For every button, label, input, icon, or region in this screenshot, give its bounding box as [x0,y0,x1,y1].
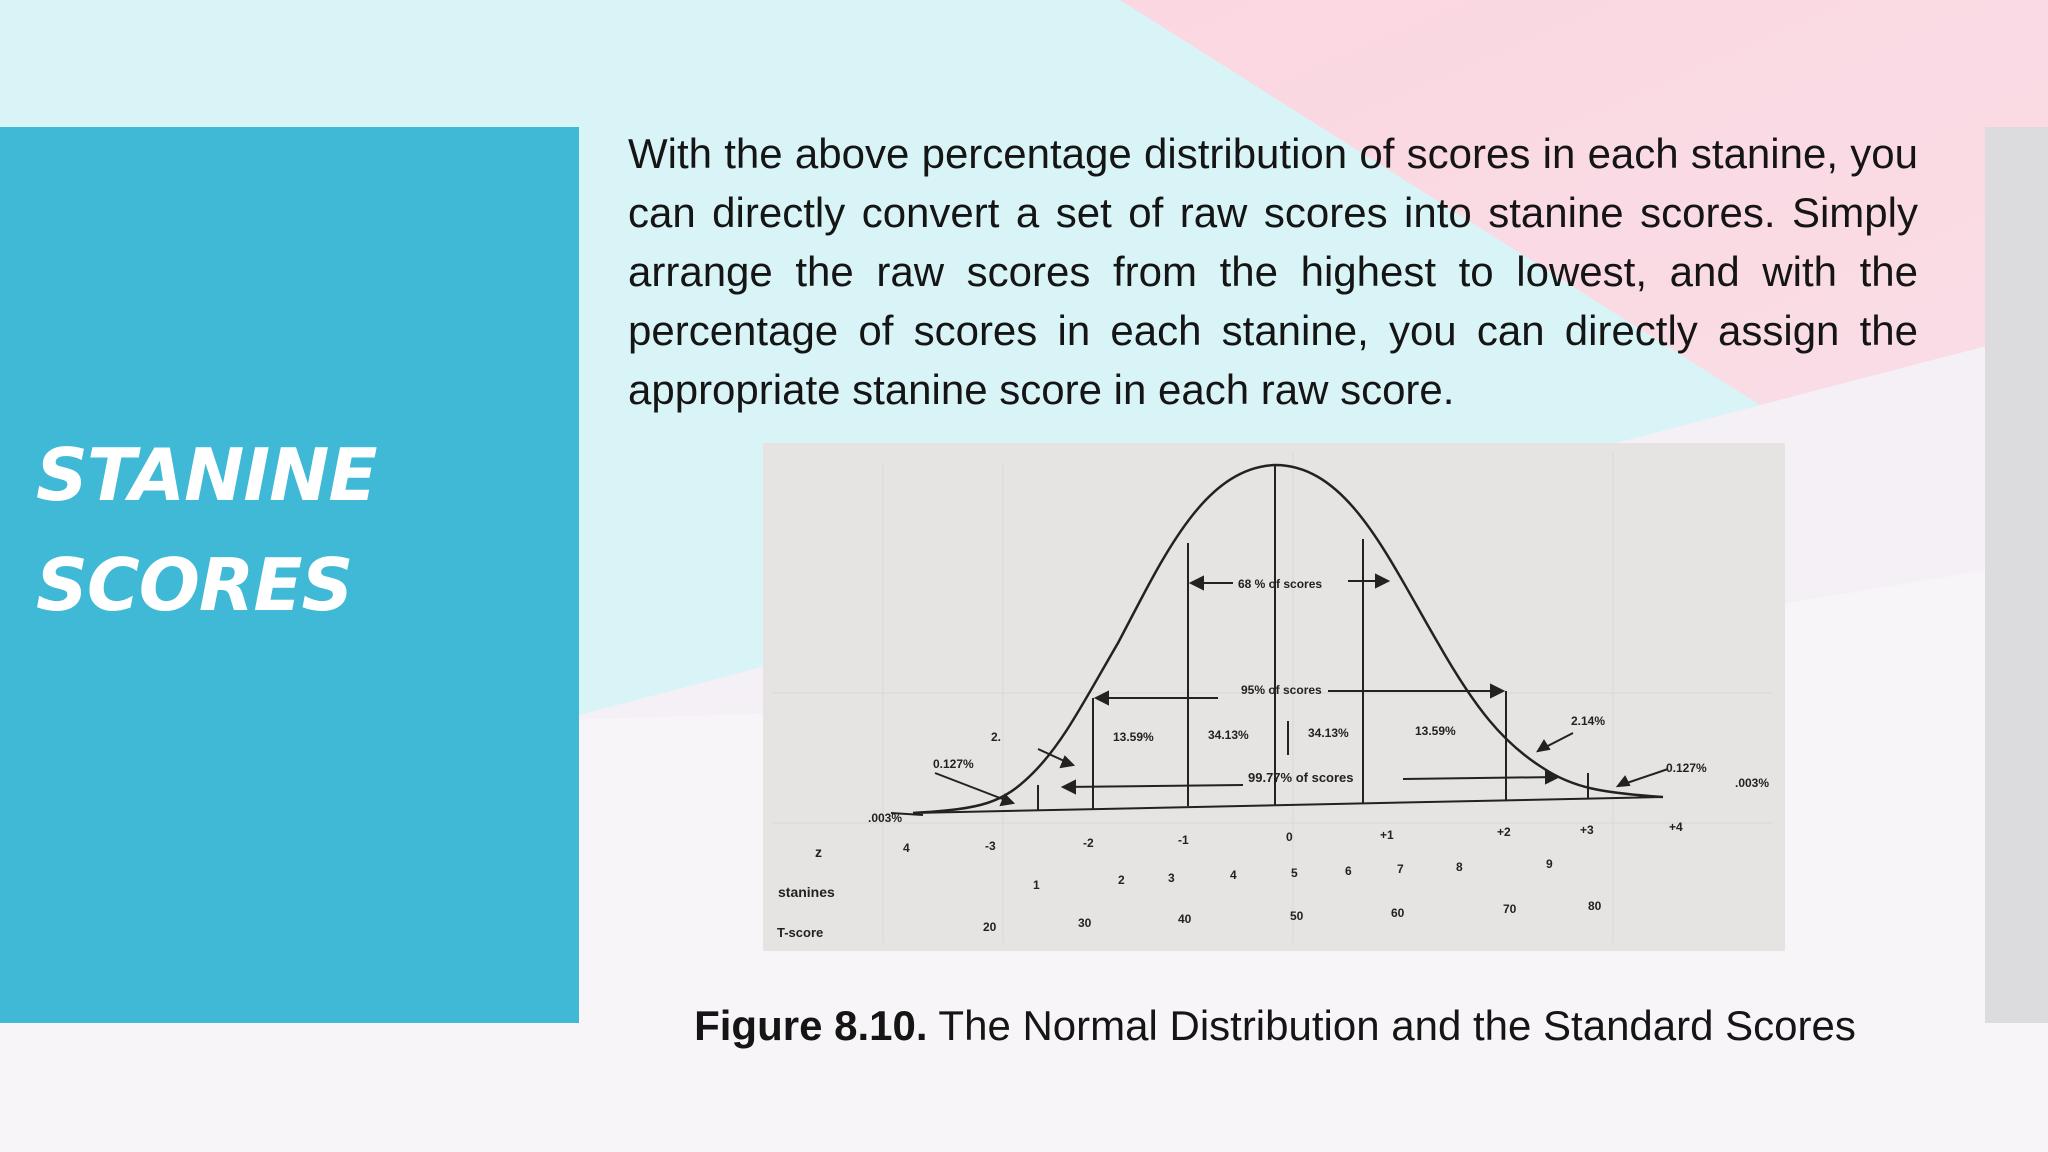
row-label-tscore: T-score [777,925,824,940]
stanine-value: 2 [1118,873,1125,887]
pct-0127-right: 0.127% [1666,761,1707,775]
z-value: -3 [985,839,996,853]
pct-1359-right: 13.59% [1415,724,1456,738]
tscore-value: 40 [1178,912,1192,926]
tscore-value: 70 [1503,902,1517,916]
tscore-value: 60 [1391,906,1405,920]
z-value: +2 [1497,825,1511,839]
tscore-value: 20 [983,920,997,934]
tscore-value: 50 [1290,909,1304,923]
pct-3413-right: 34.13% [1308,726,1349,740]
body-paragraph: With the above percentage distribution of scores in each stanine, you can directly convert a set of raw scores into stanine scores. Simply arrange the raw scores from the highest to lowest, and with the percentage of scores in each stanine, you can directly assign the appropriate stanine score in each raw score. [628,130,1918,413]
caption-text: The Normal Distribution and the Standard Scores [927,1002,1856,1049]
stanine-value: 9 [1546,857,1553,871]
z-value: +3 [1580,823,1594,837]
label-9977-percent: 99.77% of scores [1248,770,1354,785]
stanine-value: 5 [1291,866,1298,880]
label-95-percent: 95% of scores [1241,683,1322,697]
normal-distribution-figure [763,443,1785,951]
z-value: -2 [1083,836,1094,850]
title-line-2: SCORES [36,543,353,627]
z-value: -1 [1178,833,1189,847]
stanine-value: 1 [1033,878,1040,892]
pct-3413-left: 34.13% [1208,728,1249,742]
pct-214-right: 2.14% [1571,714,1606,728]
z-value: +4 [1669,820,1683,834]
slide-title [36,420,377,640]
z-value: +1 [1380,828,1394,842]
row-label-stanines: stanines [778,884,835,900]
z-value: 4 [903,841,910,855]
stanine-value: 4 [1230,868,1237,882]
z-value: 0 [1286,830,1293,844]
label-68-percent: 68 % of scores [1238,577,1323,591]
tscore-value: 80 [1588,899,1602,913]
tscore-value: 30 [1078,916,1092,930]
title-line-1: STANINE [36,433,377,517]
stanine-value: 6 [1345,864,1352,878]
stanine-value: 3 [1168,871,1175,885]
figure-image [763,443,1785,951]
pct-003-right: .003% [1735,776,1770,790]
figure-caption [600,1002,1950,1050]
right-edge-strip [1985,127,2048,1023]
pct-1359-left: 13.59% [1113,730,1154,744]
row-label-z: z [815,844,822,860]
caption-label: Figure 8.10. [694,1002,928,1049]
pct-0127-left: 0.127% [933,757,974,771]
stanine-value: 8 [1456,860,1463,874]
pct-003-left: .003% [868,811,903,825]
stanine-value: 7 [1397,862,1404,876]
pct-2-left: 2. [991,730,1002,744]
